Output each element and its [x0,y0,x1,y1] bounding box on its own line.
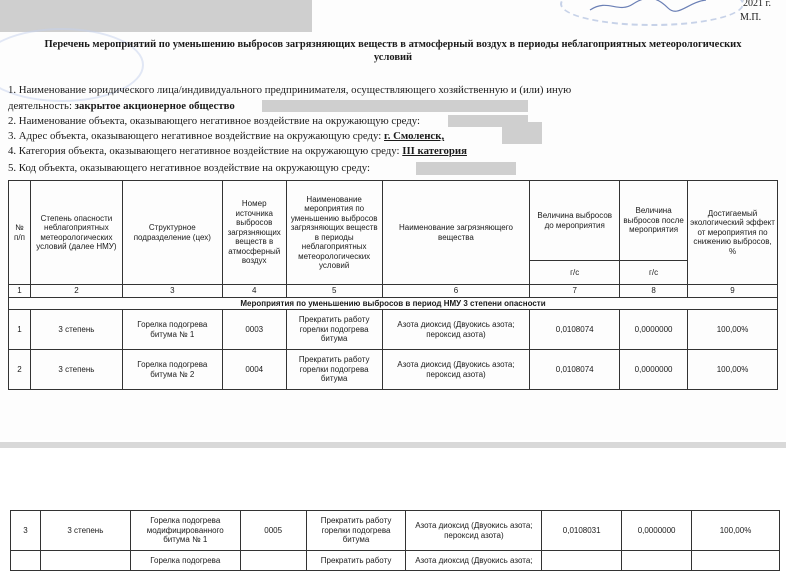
cell-action: Прекратить работу [306,551,406,571]
cell-action: Прекратить работу горелки подогрева битума [286,310,382,350]
measures-table [8,180,778,390]
page-divider [0,442,786,448]
document-title: Перечень мероприятий по уменьшению выбросов загрязняющих веществ в атмосферный воздух в периоды неблагоприятных метеорологических условий [44,39,742,63]
cell-degree [40,551,130,571]
cell-source [240,551,306,571]
table-row [9,310,778,350]
col-number: 7 [530,285,620,298]
cell-effect: 100,00% [688,310,778,350]
cell-number: 2 [9,350,31,390]
col-number: 4 [222,285,286,298]
col-number: 5 [286,285,382,298]
signature [588,0,708,14]
header-cell: Наименование мероприятия по уменьшению выбросов загрязняющих веществ в периоды неблагоприятных метеорологических условий [286,181,382,285]
cell-substance: Азота диоксид (Двуокись азота; пероксид азота) [382,310,530,350]
header-cell: № п/п [9,181,31,285]
header-cell: Достигаемый экологический эффект от мероприятия по снижению выбросов, % [688,181,778,285]
header-cell: Наименование загрязняющего вещества [382,181,530,285]
cell-effect: 100,00% [692,511,780,551]
table-row [11,551,780,571]
header-cell: Степень опасности неблагоприятных метеорологических условий (далее НМУ) [30,181,122,285]
table-row [11,511,780,551]
cell-action: Прекратить работу горелки подогрева битума [306,511,406,551]
redacted-block [262,100,528,112]
cell-after [622,551,692,571]
header-cell: Величина выбросов после мероприятия [620,181,688,261]
cell-effect [692,551,780,571]
header-cell: Номер источника выбросов загрязняющих веществ в атмосферный воздух [222,181,286,285]
header-cell: Структурное подразделение (цех) [122,181,222,285]
cell-before [542,551,622,571]
col-number: 3 [122,285,222,298]
cell-substance: Азота диоксид (Двуокись азота; [406,551,542,571]
cell-after: 0,0000000 [622,511,692,551]
cell-unit: Горелка подогрева [130,551,240,571]
cell-source: 0005 [240,511,306,551]
col-number: 9 [688,285,778,298]
cell-substance: Азота диоксид (Двуокись азота; пероксид азота) [382,350,530,390]
redacted-block [0,0,312,32]
header-cell: Величина выбросов до мероприятия [530,181,620,261]
field-1: 1. Наименование юридического лица/индивидуального предпринимателя, осуществляющего хозяйственную и (или) иную [8,84,572,96]
cell-after: 0,0000000 [620,310,688,350]
cell-degree: 3 степень [30,310,122,350]
cell-after: 0,0000000 [620,350,688,390]
cell-unit: Горелка подогрева битума № 2 [122,350,222,390]
field-5: 5. Код объекта, оказывающего негативное воздействие на окружающую среду: [8,162,371,174]
mp-label: М.П. [740,12,762,23]
cell-source: 0003 [222,310,286,350]
field-3: 3. Адрес объекта, оказывающего негативное воздействие на окружающую среду: г. Смоленск, [8,130,445,142]
org-form: закрытое акционерное общество [74,100,235,112]
cell-unit: Горелка подогрева битума № 1 [122,310,222,350]
cell-before: 0,0108074 [530,350,620,390]
field-4: 4. Категория объекта, оказывающего негативное воздействие на окружающую среду: III категория [8,145,467,157]
field-2: 2. Наименование объекта, оказывающего негативное воздействие на окружающую среду: [8,115,421,127]
section-title: Мероприятия по уменьшению выбросов в период НМУ 3 степени опасности [9,297,778,310]
year-text: 2021 г. [743,0,771,9]
redacted-block [502,122,542,144]
cell-degree: 3 степень [40,511,130,551]
category-value: III категория [402,145,467,157]
cell-unit: Горелка подогрева модифицированного битума № 1 [130,511,240,551]
field-1b: деятельность: закрытое акционерное общество [8,100,235,112]
cell-number [11,551,41,571]
unit-cell: г/с [620,261,688,285]
cell-source: 0004 [222,350,286,390]
measures-table-page-2 [10,510,780,571]
address-value: г. Смоленск, [384,130,445,142]
cell-substance: Азота диоксид (Двуокись азота; пероксид азота) [406,511,542,551]
cell-effect: 100,00% [688,350,778,390]
cell-number: 1 [9,310,31,350]
col-number: 8 [620,285,688,298]
cell-degree: 3 степень [30,350,122,390]
unit-cell: г/с [530,261,620,285]
col-number: 2 [30,285,122,298]
col-number: 6 [382,285,530,298]
cell-number: 3 [11,511,41,551]
cell-before: 0,0108074 [530,310,620,350]
table-row [9,350,778,390]
col-number: 1 [9,285,31,298]
redacted-block [416,162,516,175]
cell-before: 0,0108031 [542,511,622,551]
cell-action: Прекратить работу горелки подогрева битума [286,350,382,390]
